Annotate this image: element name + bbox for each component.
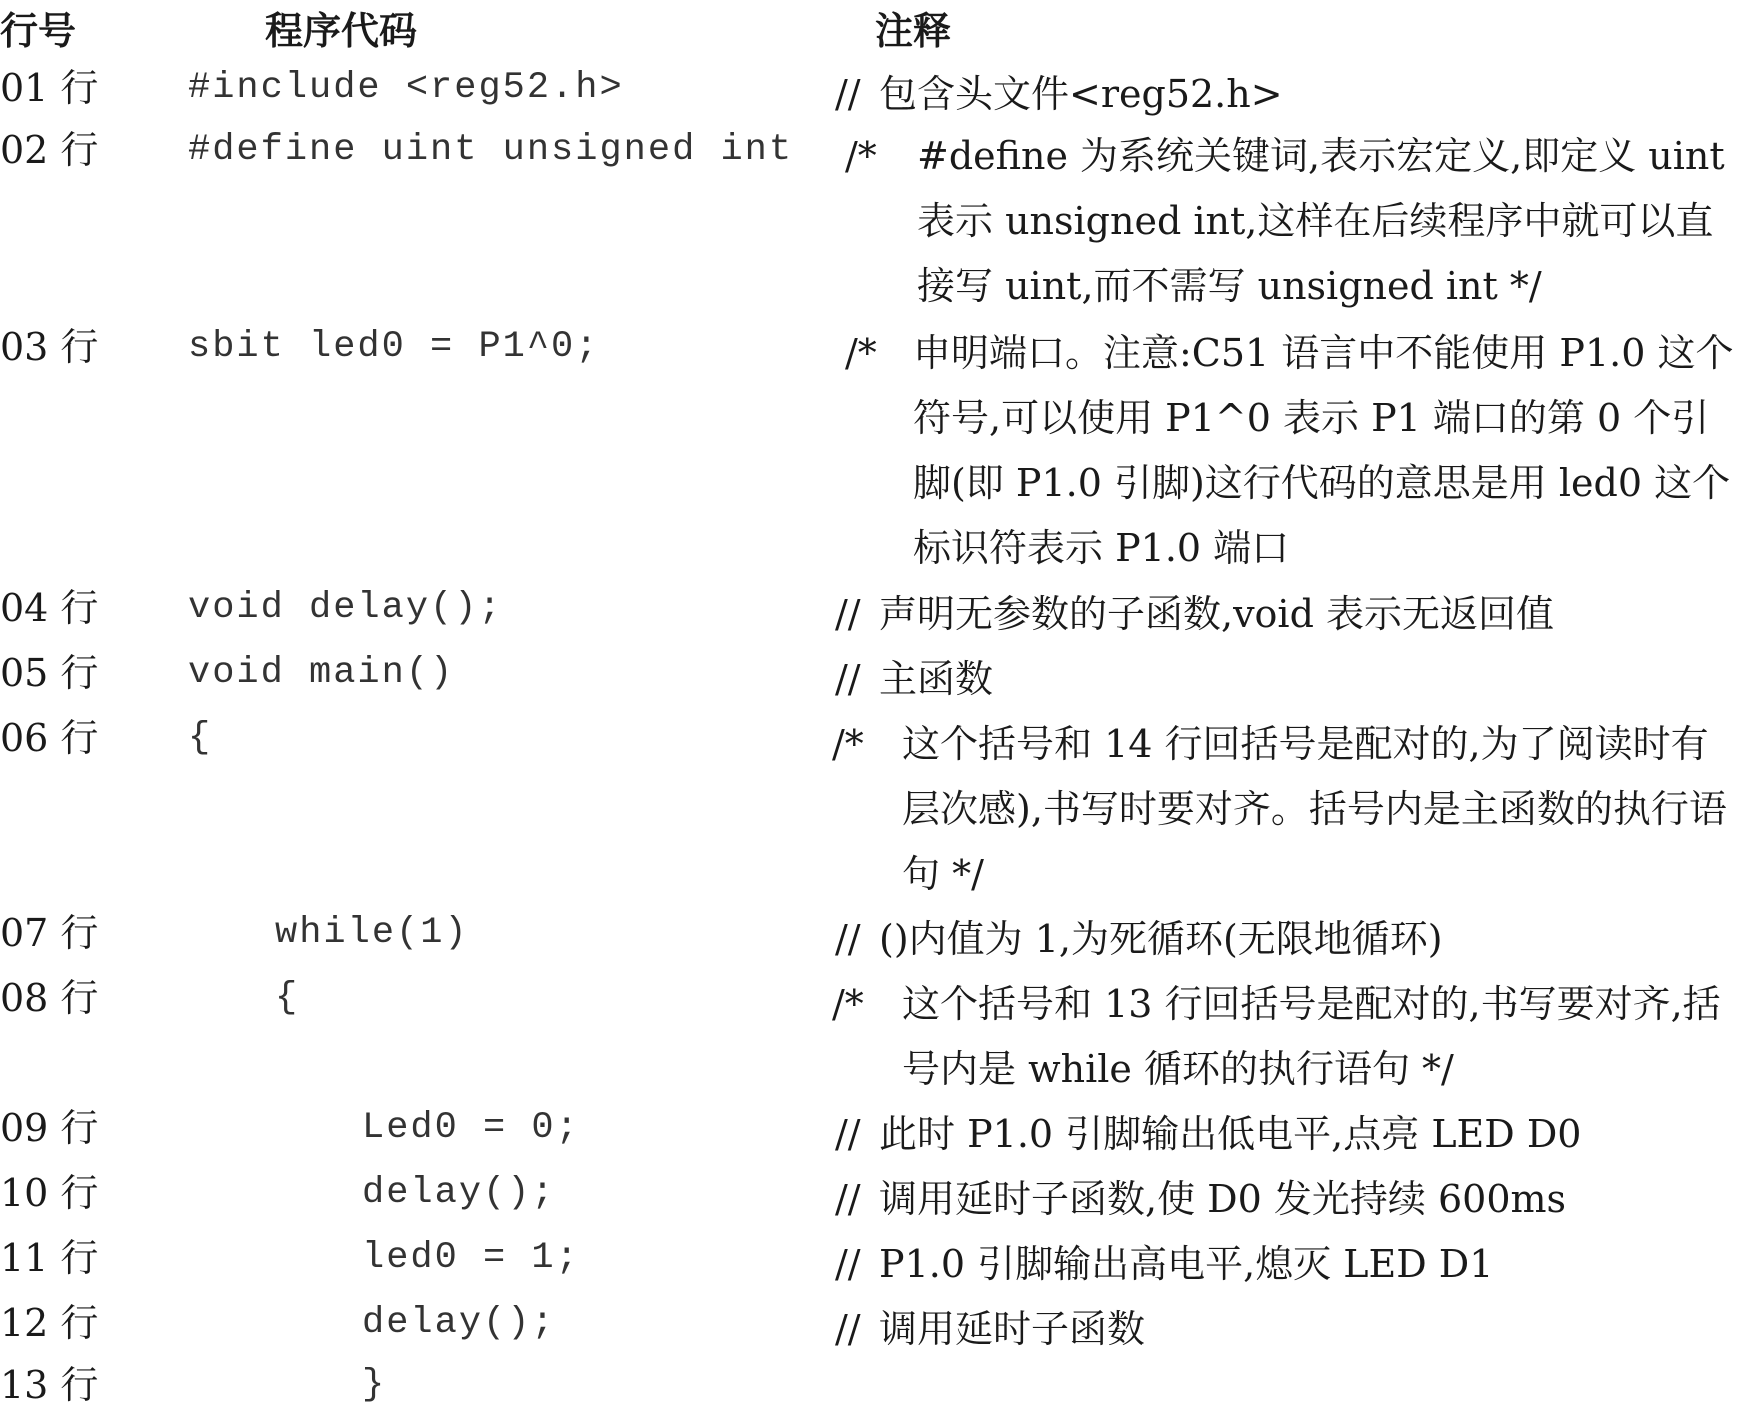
comment-text: 这个括号和 14 行回括号是配对的,为了阅读时有层次感),书写时要对齐。括号内是主函数的执行语句 */ bbox=[902, 722, 1727, 896]
code-text: { bbox=[275, 977, 300, 1019]
comment-text: 包含头文件<reg52.h> bbox=[879, 72, 1283, 116]
comment-text: 调用延时子函数,使 D0 发光持续 600ms bbox=[879, 1177, 1567, 1221]
code-text: Led0 = 0; bbox=[362, 1107, 580, 1149]
comment-prefix: // bbox=[835, 1242, 861, 1286]
line-number: 07 行 bbox=[0, 911, 99, 955]
line-number: 02 行 bbox=[0, 128, 99, 172]
header-line-no: 行号 bbox=[0, 9, 77, 53]
comment-prefix: // bbox=[835, 1307, 861, 1351]
code-text: led0 = 1; bbox=[362, 1237, 580, 1279]
comment-prefix: /* bbox=[832, 982, 864, 1026]
comment-prefix: // bbox=[835, 1112, 861, 1156]
code-text: while(1) bbox=[275, 912, 469, 954]
comment-text: 主函数 bbox=[879, 657, 994, 701]
comment-text: 声明无参数的子函数,void 表示无返回值 bbox=[879, 592, 1554, 636]
comment-text: #define 为系统关键词,表示宏定义,即定义 uint 表示 unsigned int,这样在后续程序中就可以直接写 uint,而不需写 unsigned int */ bbox=[917, 134, 1725, 308]
comment-text: 此时 P1.0 引脚输出低电平,点亮 LED D0 bbox=[879, 1112, 1582, 1156]
line-number: 13 行 bbox=[0, 1363, 99, 1407]
header-comment: 注释 bbox=[875, 9, 952, 53]
code-text: { bbox=[188, 717, 213, 759]
comment-text: 申明端口。注意:C51 语言中不能使用 P1.0 这个符号,可以使用 P1^0 表示 P1 端口的第 0 个引脚(即 P1.0 引脚)这行代码的意思是用 led0 这个标识符表示 P1.0 端口 bbox=[913, 331, 1734, 570]
code-text: delay(); bbox=[362, 1302, 556, 1344]
header-code: 程序代码 bbox=[265, 9, 418, 53]
code-text: #include <reg52.h> bbox=[188, 67, 624, 109]
comment-prefix: // bbox=[835, 72, 861, 116]
line-number: 04 行 bbox=[0, 586, 99, 630]
comment-text: ()内值为 1,为死循环(无限地循环) bbox=[879, 917, 1443, 961]
code-text: sbit led0 = P1^0; bbox=[188, 326, 600, 368]
line-number: 11 行 bbox=[0, 1236, 99, 1280]
line-number: 03 行 bbox=[0, 325, 99, 369]
line-number: 12 行 bbox=[0, 1301, 99, 1345]
line-number: 01 行 bbox=[0, 66, 99, 110]
comment-prefix: // bbox=[835, 592, 861, 636]
comment-prefix: // bbox=[835, 917, 861, 961]
column-header bbox=[0, 0, 1747, 53]
line-number: 08 行 bbox=[0, 976, 99, 1020]
code-text: void main() bbox=[188, 652, 455, 694]
comment-prefix: // bbox=[835, 1177, 861, 1221]
comment-text: 这个括号和 13 行回括号是配对的,书写要对齐,括号内是 while 循环的执行语句 */ bbox=[902, 982, 1721, 1091]
line-number: 05 行 bbox=[0, 651, 99, 695]
comment-text: 调用延时子函数 bbox=[879, 1307, 1146, 1351]
line-number: 09 行 bbox=[0, 1106, 99, 1150]
code-text: #define uint unsigned int bbox=[188, 129, 794, 171]
line-number: 10 行 bbox=[0, 1171, 99, 1215]
code-text: } bbox=[362, 1364, 387, 1406]
line-number: 06 行 bbox=[0, 716, 99, 760]
comment-prefix: /* bbox=[832, 722, 864, 766]
comment-prefix: /* bbox=[845, 134, 877, 178]
comment-prefix: // bbox=[835, 657, 861, 701]
comment-prefix: /* bbox=[845, 331, 877, 375]
comment-text: P1.0 引脚输出高电平,熄灭 LED D1 bbox=[879, 1242, 1494, 1286]
code-text: delay(); bbox=[362, 1172, 556, 1214]
code-text: void delay(); bbox=[188, 587, 503, 629]
